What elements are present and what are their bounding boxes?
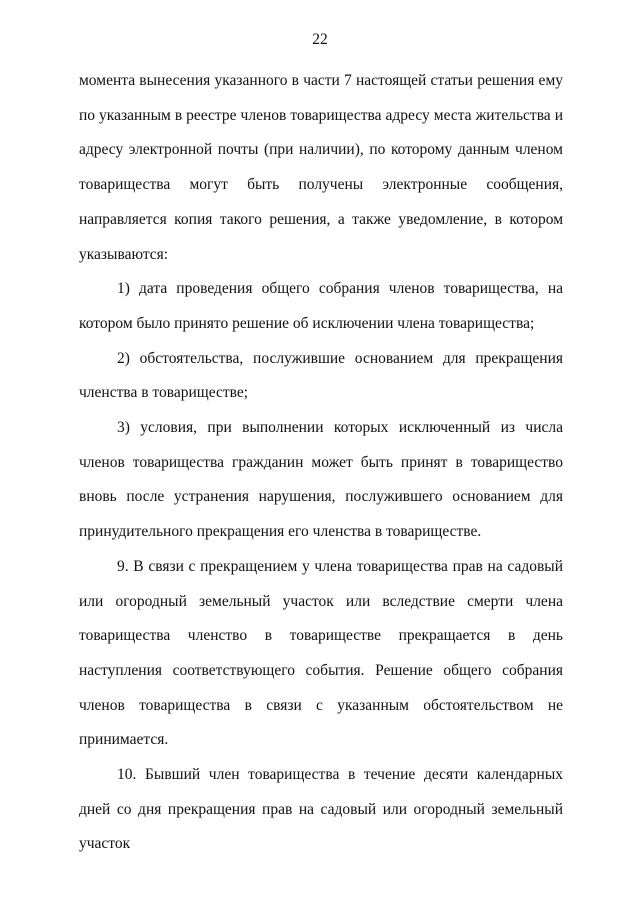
paragraph-9: 9. В связи с прекращением у члена товарищества прав на садовый или огородный земельный участок или вследствие смерти члена товарищества членство в товариществе прекращается в день наступления соответствующего события. Решение общего собрания членов товарищества в связи с указанным обстоятельством не принимается.: [79, 557, 563, 749]
list-item-3: 3) условия, при выполнении которых исключенный из числа членов товарищества гражданин может быть принят в товарищество вновь после устранения нарушения, послужившего основанием для принудительного прекращения его членства в товариществе.: [79, 419, 563, 541]
list-item-2: 2) обстоятельства, послужившие основанием для прекращения членства в товариществе;: [79, 349, 563, 402]
document-body: [79, 64, 563, 862]
paragraph-10: 10. Бывший член товарищества в течение десяти календарных дней со дня прекращения прав на садовый или огородный земельный участок: [79, 766, 563, 853]
paragraph-continuation: момента вынесения указанного в части 7 настоящей статьи решения ему по указанным в реестре членов товарищества адресу места жительства и адресу электронной почты (при наличии), по которому данным членом товарищества могут быть получены электронные сообщения, направляется копия такого решения, а также уведомление, в котором указываются:: [79, 72, 563, 263]
page-number: 22: [312, 31, 328, 48]
list-item-1: 1) дата проведения общего собрания членов товарищества, на котором было принято решение об исключении члена товарищества;: [79, 280, 563, 332]
